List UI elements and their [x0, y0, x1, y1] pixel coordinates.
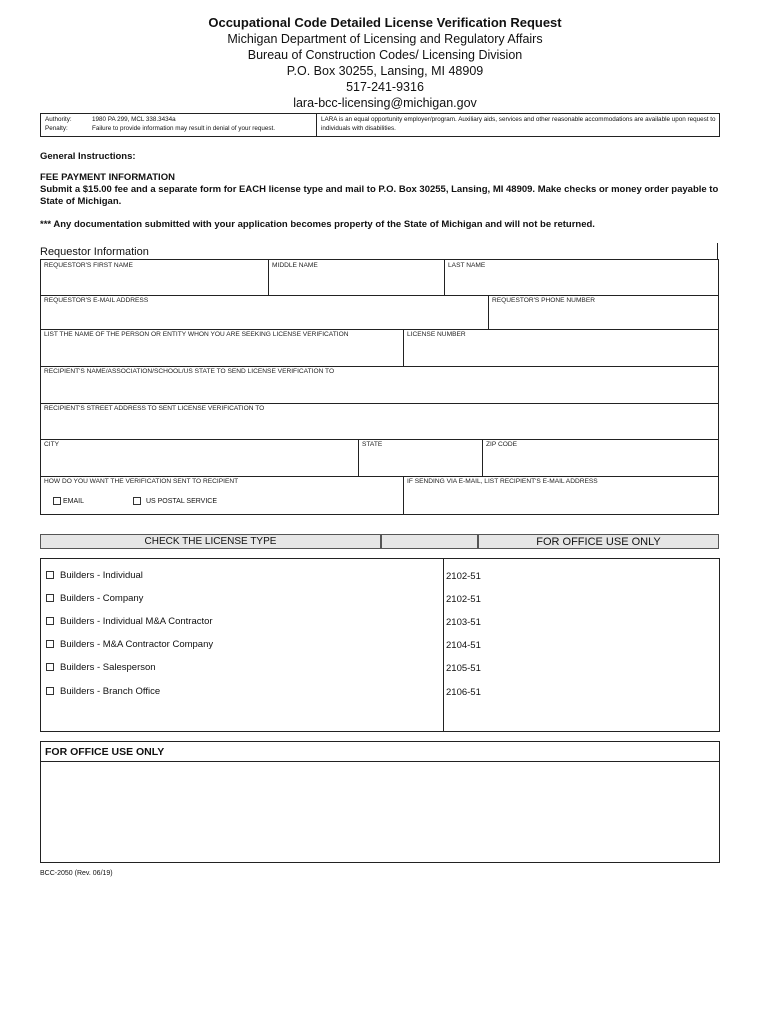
penalty-value: Failure to provide information may result in denial of your request. [92, 125, 276, 132]
contact-email: lara-bcc-licensing@michigan.gov [293, 96, 477, 110]
check-license-type-header: CHECK THE LICENSE TYPE [40, 534, 381, 549]
email-label: REQUESTOR'S E-MAIL ADDRESS [44, 297, 149, 304]
first-name-field [40, 259, 269, 296]
license-option-row[interactable] [46, 570, 143, 581]
email-checkbox[interactable] [53, 497, 61, 505]
recipient-email-label: IF SENDING VIA E-MAIL, LIST RECIPIENT'S E-MAIL ADDRESS [407, 478, 598, 485]
city-label: CITY [44, 441, 60, 448]
license-option-label: Builders - Branch Office [60, 686, 161, 697]
license-number-input[interactable] [404, 340, 718, 366]
authority-divider [316, 114, 317, 136]
license-option-label: Builders - M&A Contractor Company [60, 639, 214, 650]
license-checkbox[interactable] [46, 594, 54, 602]
authority-label: Authority: [45, 116, 72, 123]
license-code: 2102-51 [446, 594, 481, 605]
recipient-address-input[interactable] [41, 414, 718, 439]
license-number-field [403, 329, 719, 367]
license-checkbox[interactable] [46, 571, 54, 579]
form-id: BCC-2050 (Rev. 06/19) [40, 870, 113, 877]
last-name-label: LAST NAME [448, 262, 486, 269]
license-checkbox[interactable] [46, 663, 54, 671]
first-name-input[interactable] [41, 271, 269, 295]
zip-label: ZIP CODE [486, 441, 518, 448]
first-name-label: REQUESTOR'S FIRST NAME [44, 262, 133, 269]
email-option-label: EMAIL [62, 497, 84, 505]
authority-box [40, 113, 720, 137]
department-name: Michigan Department of Licensing and Regulatory Affairs [227, 32, 543, 46]
state-field [358, 439, 483, 477]
fee-payment-heading: FEE PAYMENT INFORMATION [40, 172, 175, 183]
last-name-field [444, 259, 719, 296]
license-option-row[interactable] [46, 639, 213, 650]
license-option-label: Builders - Individual M&A Contractor [60, 616, 213, 627]
recipient-address-field [40, 403, 719, 440]
license-option-label: Builders - Company [60, 593, 144, 604]
recipient-address-label: RECIPIENT'S STREET ADDRESS TO SENT LICENSE VERIFICATION TO [44, 405, 265, 412]
license-code: 2103-51 [446, 617, 481, 628]
license-checkbox[interactable] [46, 687, 54, 695]
office-use-title: FOR OFFICE USE ONLY [45, 746, 165, 758]
entity-name-input[interactable] [41, 340, 404, 366]
phone-field [488, 295, 719, 330]
section-edge [717, 243, 718, 260]
license-checkbox[interactable] [46, 640, 54, 648]
delivery-method-field [40, 476, 404, 515]
entity-name-field [40, 329, 404, 367]
recipient-name-input[interactable] [41, 377, 718, 403]
phone-label: REQUESTOR'S PHONE NUMBER [492, 297, 595, 304]
recipient-email-field [403, 476, 719, 515]
entity-name-label: LIST THE NAME OF THE PERSON OR ENTITY WHON YOU ARE SEEKING LICENSE VERIFICATION [44, 331, 349, 338]
mailing-address: P.O. Box 30255, Lansing, MI 48909 [286, 64, 484, 78]
license-option-row[interactable] [46, 686, 160, 697]
recipient-email-input[interactable] [404, 487, 718, 514]
zip-field [482, 439, 719, 477]
postal-option[interactable] [133, 497, 217, 505]
office-use-divider [41, 761, 719, 762]
zip-input[interactable] [483, 450, 718, 476]
license-code: 2105-51 [446, 663, 481, 674]
office-use-box [40, 741, 720, 863]
license-option-row[interactable] [46, 662, 156, 673]
fee-payment-text: Submit a $15.00 fee and a separate form for EACH license type and mail to P.O. Box 30255, Lansing, MI 48909. Make checks or money order payable to State of Michigan. [40, 184, 719, 207]
general-instructions-heading: General Instructions: [40, 151, 136, 162]
phone-number: 517-241-9316 [346, 80, 424, 94]
office-use-header: FOR OFFICE USE ONLY [478, 534, 719, 549]
postal-option-label: US POSTAL SERVICE [145, 497, 218, 505]
middle-name-label: MIDDLE NAME [272, 262, 318, 269]
penalty-label: Penalty: [45, 125, 68, 132]
license-divider [443, 559, 444, 731]
bureau-name: Bureau of Construction Codes/ Licensing Division [247, 48, 523, 62]
license-option-label: Builders - Salesperson [60, 662, 156, 673]
authority-value: 1980 PA 299, MCL 338.3434a [92, 116, 176, 123]
city-input[interactable] [41, 450, 359, 476]
postal-checkbox[interactable] [133, 497, 141, 505]
email-option[interactable] [53, 497, 84, 505]
license-code: 2104-51 [446, 640, 481, 651]
city-field [40, 439, 359, 477]
recipient-name-label: RECIPIENT'S NAME/ASSOCIATION/SCHOOL/US STATE TO SEND LICENSE VERIFICATION TO [44, 368, 335, 375]
lara-notice: LARA is an equal opportunity employer/program. Auxiliary aids, services and other reasonable accommodations are available upon request to individuals with disabilities. [321, 116, 716, 132]
form-title: Occupational Code Detailed License Verification Request [208, 15, 562, 30]
recipient-name-field [40, 366, 719, 404]
license-code: 2102-51 [446, 571, 481, 582]
last-name-input[interactable] [445, 271, 718, 295]
license-option-row[interactable] [46, 616, 213, 627]
middle-name-field [268, 259, 445, 296]
documentation-note: *** Any documentation submitted with your application becomes property of the State of Michigan and will not be returned. [40, 219, 595, 230]
license-checkbox[interactable] [46, 617, 54, 625]
middle-name-input[interactable] [269, 271, 445, 295]
license-option-row[interactable] [46, 593, 143, 604]
license-option-label: Builders - Individual [60, 570, 143, 581]
requestor-section-title: Requestor Information [40, 246, 149, 258]
state-input[interactable] [359, 450, 483, 476]
license-code: 2106-51 [446, 687, 481, 698]
email-field [40, 295, 489, 330]
requestor-form [40, 259, 719, 515]
delivery-method-label: HOW DO YOU WANT THE VERIFICATION SENT TO RECIPIENT [44, 478, 239, 485]
license-number-label: LICENSE NUMBER [407, 331, 466, 338]
state-label: STATE [362, 441, 383, 448]
blank-header-cell [381, 534, 478, 549]
phone-input[interactable] [489, 306, 718, 329]
email-input[interactable] [41, 306, 489, 329]
